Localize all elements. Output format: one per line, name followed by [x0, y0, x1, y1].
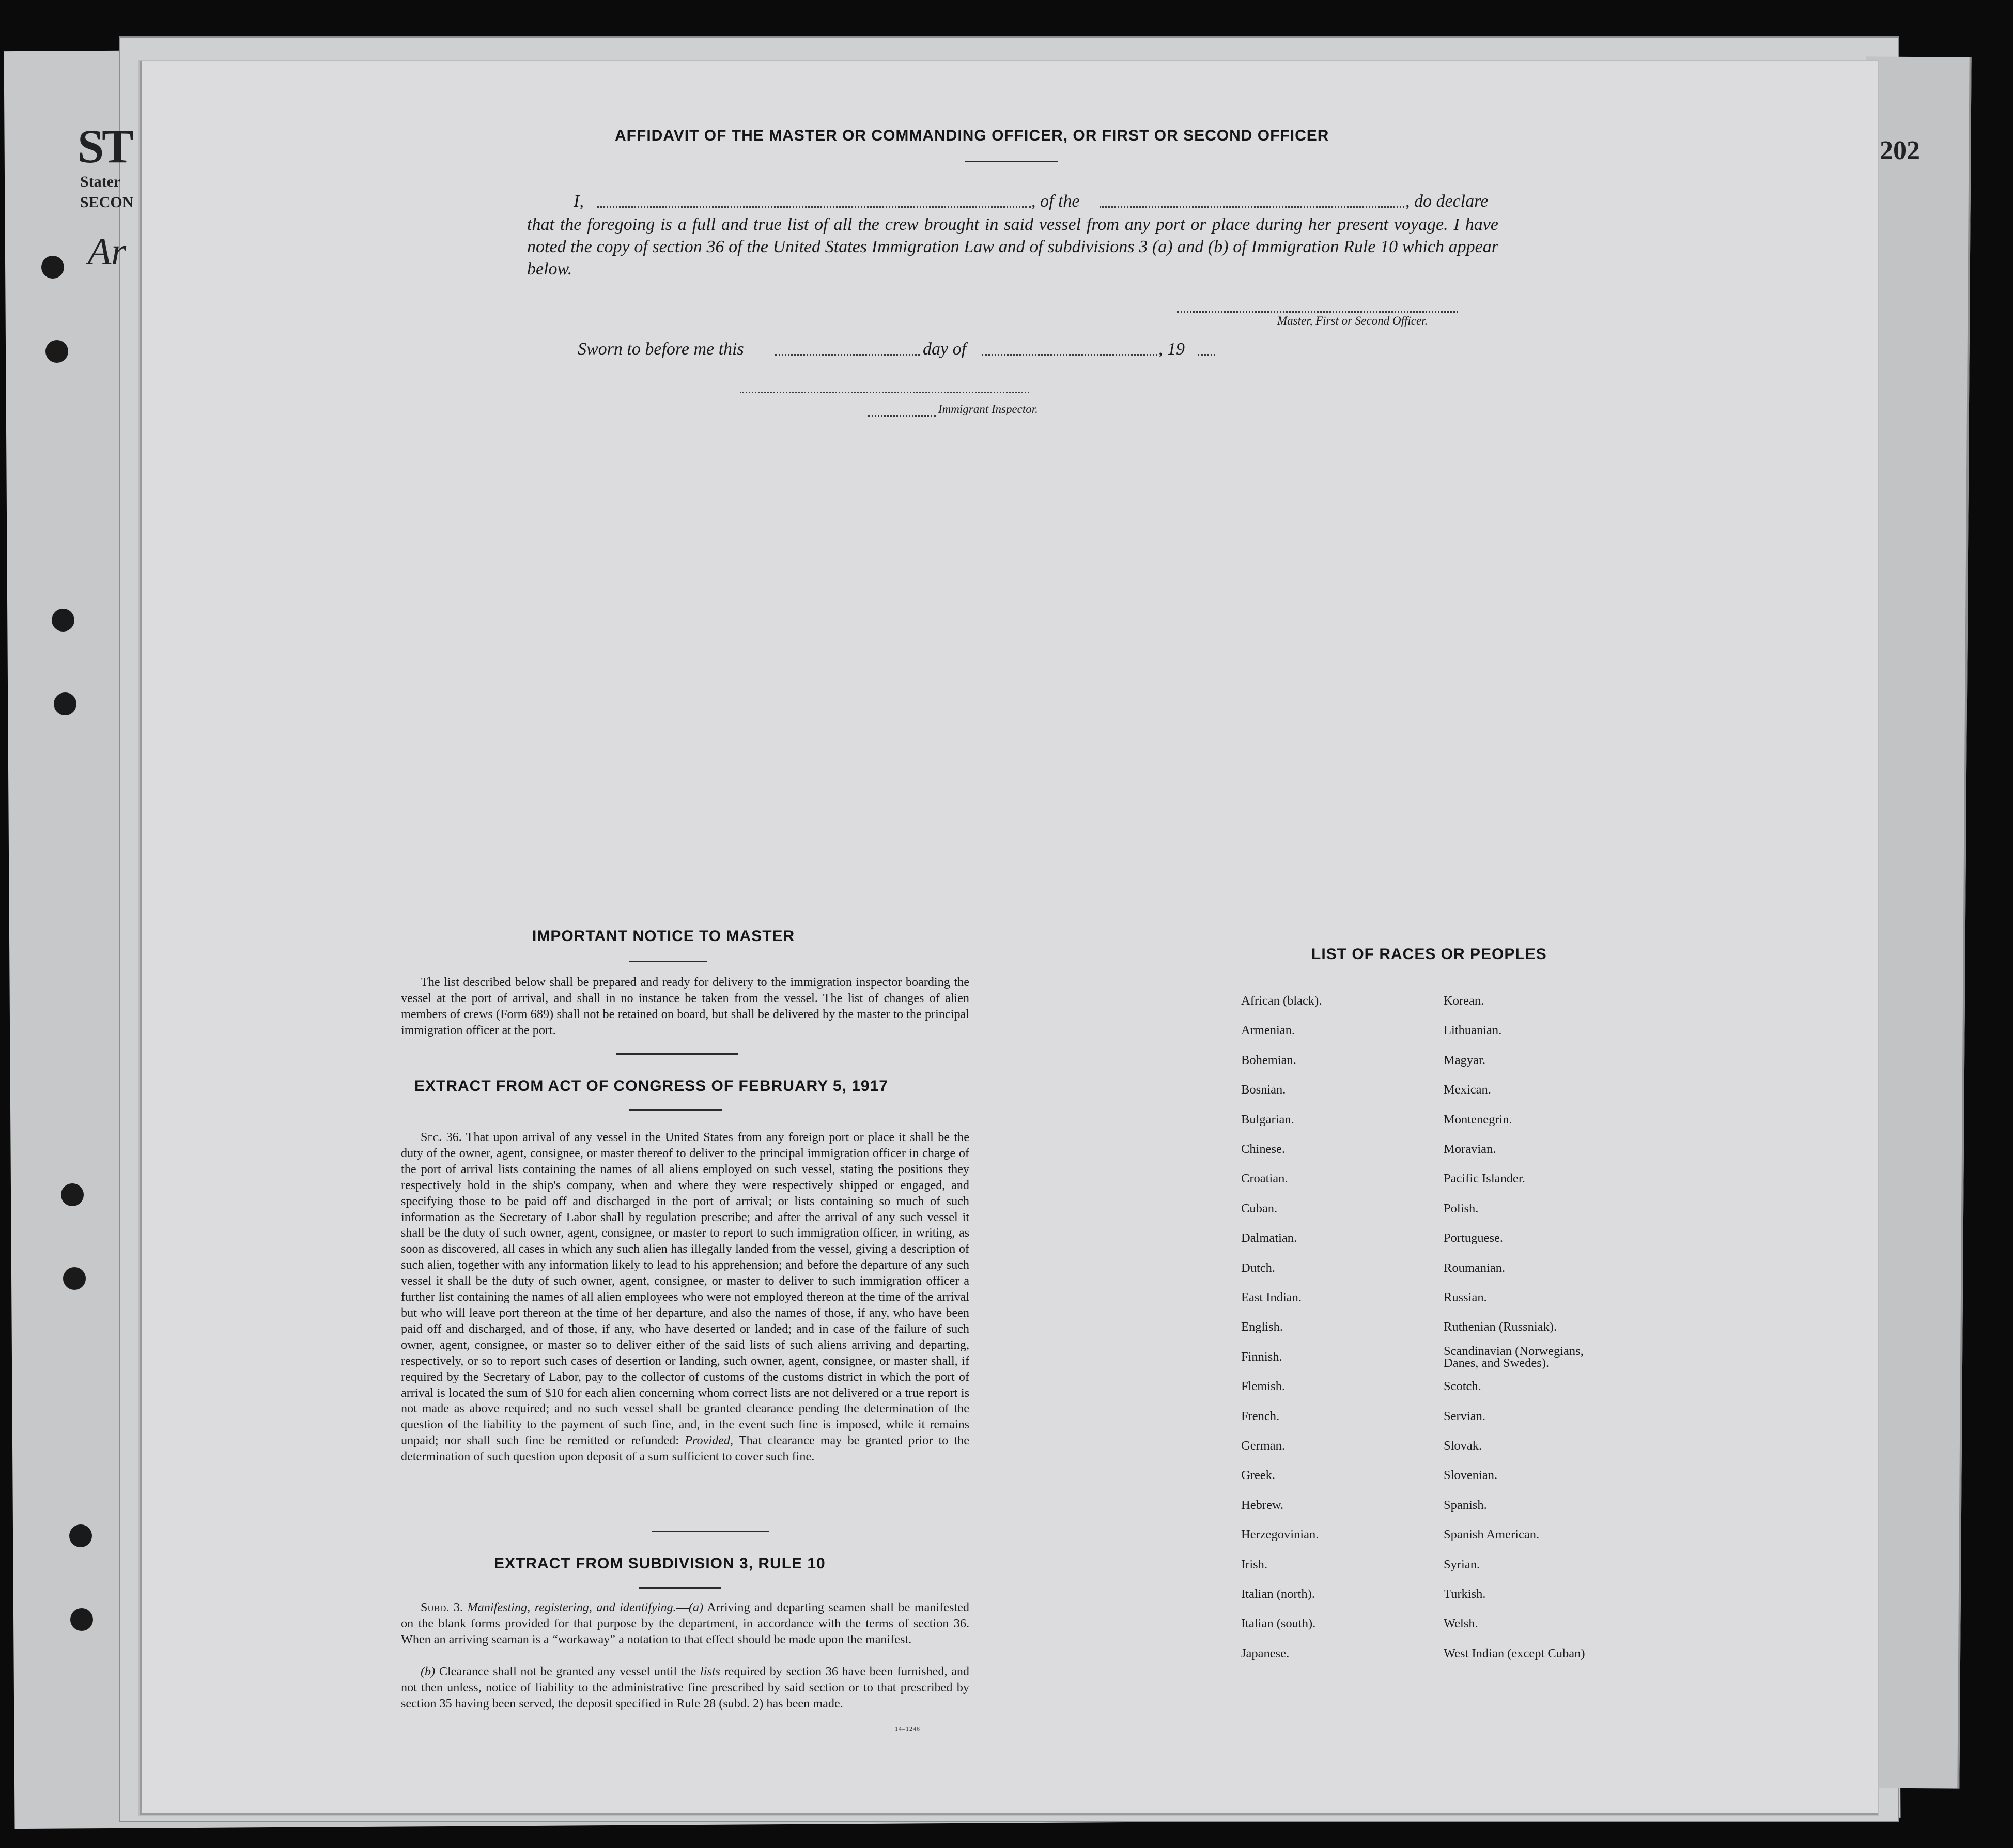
clause-b-text-2: required by section 36 have been furnished, and not then unless, notice of liability to the administrative fine prescribed by said section or to that prescribed by section 35 having been served, the deposit specified in Rule 28 (subd. 2) has been made. — [401, 1665, 970, 1711]
race-item: East Indian. — [1241, 1290, 1302, 1304]
race-item: German. — [1241, 1439, 1286, 1453]
inspector-label: Immigrant Inspector. — [938, 403, 1038, 415]
race-item: Spanish. — [1444, 1498, 1487, 1512]
clause-b-label: (b) — [421, 1665, 436, 1678]
vessel-blank[interactable] — [1100, 206, 1404, 208]
race-item: Roumanian. — [1444, 1260, 1506, 1275]
extract-act-text — [401, 1130, 969, 1465]
document-page — [140, 61, 1878, 1815]
notice-rule — [629, 961, 707, 962]
extract-rule-b — [401, 1664, 969, 1712]
race-item: Ruthenian (Russniak). — [1444, 1320, 1557, 1334]
binder-hole — [61, 1183, 84, 1206]
clause-a-text: Arriving and departing seamen shall be manifested on the blank forms provided for that purpose by the department, in accordance with the terms of section 36. When an arriving seaman is a “workaway” a notation to that effect should be made upon the manifest. — [401, 1600, 969, 1646]
race-item: Scotch. — [1444, 1379, 1481, 1394]
race-item: Pacific Islander. — [1444, 1172, 1525, 1186]
page-number: 202 — [1880, 136, 1920, 165]
race-item: Welsh. — [1444, 1616, 1478, 1631]
race-item: Greek. — [1241, 1468, 1275, 1483]
binder-hole — [70, 1608, 93, 1631]
sworn-year-blank[interactable] — [1198, 354, 1215, 356]
binder-hole — [45, 340, 68, 363]
sworn-text: Sworn to before me this — [578, 340, 744, 359]
race-item: Finnish. — [1241, 1349, 1282, 1364]
sworn-month-blank[interactable] — [982, 354, 1157, 356]
binder-hole — [52, 609, 74, 632]
extract-act-rule — [629, 1109, 722, 1111]
race-item: Syrian. — [1444, 1557, 1480, 1572]
proviso-word: Provided, — [685, 1434, 734, 1448]
race-item: Servian. — [1444, 1409, 1485, 1423]
lists-word: lists — [700, 1665, 720, 1678]
notice-text: The list described below shall be prepared and ready for delivery to the immigration inspector boarding the vessel at the port of arrival, and shall in no instance be taken from the vessel. The list of changes of alien members of crews (Form 689) shall not be retained on board, but shall be delivered by the master to the principal immigration officer at the port. — [401, 975, 969, 1037]
extract-rule-rule — [639, 1587, 721, 1589]
inspector-lead-dots — [868, 415, 936, 417]
affidavit-do-declare: , do declare — [1405, 192, 1489, 211]
race-item: Irish. — [1241, 1557, 1268, 1572]
officer-label: Master, First or Second Officer. — [1277, 314, 1428, 327]
inspector-signature-blank[interactable] — [740, 392, 1029, 393]
race-item: French. — [1241, 1409, 1280, 1423]
race-item: Magyar. — [1444, 1053, 1485, 1067]
clause-a-label: (a) — [688, 1600, 704, 1614]
form-code: 14–1246 — [895, 1725, 920, 1732]
name-blank[interactable] — [597, 206, 1031, 208]
race-item: English. — [1241, 1320, 1283, 1334]
extract-rule-title: EXTRACT FROM SUBDIVISION 3, RULE 10 — [494, 1555, 826, 1572]
race-item: Italian (north). — [1241, 1587, 1315, 1601]
race-item: Japanese. — [1241, 1646, 1290, 1660]
race-item: Bohemian. — [1241, 1053, 1296, 1067]
extract-act-title: EXTRACT FROM ACT OF CONGRESS OF FEBRUARY 5, 1917 — [414, 1077, 888, 1095]
section-rule — [652, 1531, 769, 1532]
race-item: Chinese. — [1241, 1142, 1286, 1156]
race-item: Bosnian. — [1241, 1083, 1286, 1097]
binder-hole — [41, 256, 64, 279]
sworn-year: , 19 — [1158, 340, 1185, 359]
officer-signature-blank[interactable] — [1177, 311, 1458, 313]
affidavit-title: AFFIDAVIT OF THE MASTER OR COMMANDING OFFICER, OR FIRST OR SECOND OFFICER — [615, 127, 1329, 144]
subdivision-heading: Manifesting, registering, and identifying. — [467, 1600, 676, 1614]
race-item: Herzegovinian. — [1241, 1528, 1319, 1542]
notice-title: IMPORTANT NOTICE TO MASTER — [532, 928, 795, 945]
section-label: Sec. 36. — [421, 1130, 462, 1144]
race-item: Turkish. — [1444, 1587, 1486, 1601]
affidavit-i: I, — [574, 192, 584, 211]
affidavit-of-the: , of the — [1031, 192, 1080, 211]
race-item: West Indian (except Cuban) — [1444, 1646, 1585, 1660]
section-36-text-end: That clearance may be granted prior to the determination of such question upon deposit of a sum sufficient to cover such fine. — [401, 1434, 969, 1464]
race-item: Croatian. — [1241, 1172, 1288, 1186]
race-item: Cuban. — [1241, 1201, 1278, 1215]
extract-rule-a: Subd. 3. Manifesting, registering, and identifying.—(a) Arriving and departing seamen shall be manifested on the blank forms provided for that purpose by the department, in accordance with the terms of section 36. When an arriving seaman is a “workaway” a notation to that effect should be made upon the manifest. — [401, 1600, 969, 1646]
race-item: Spanish American. — [1444, 1528, 1540, 1542]
race-item: Armenian. — [1241, 1023, 1295, 1038]
sworn-day-blank[interactable] — [775, 354, 920, 356]
race-item: Mexican. — [1444, 1083, 1491, 1097]
race-item: Polish. — [1444, 1201, 1479, 1215]
binder-hole — [69, 1524, 92, 1547]
race-item: Slovenian. — [1444, 1468, 1498, 1483]
race-item: Dutch. — [1241, 1260, 1275, 1275]
race-item: Hebrew. — [1241, 1498, 1284, 1512]
binder-fragment-line2: SECON — [80, 194, 134, 211]
race-item: Portuguese. — [1444, 1231, 1503, 1245]
clause-b-text-1: Clearance shall not be granted any vessel until the — [439, 1665, 696, 1678]
race-item: Montenegrin. — [1444, 1112, 1512, 1127]
binder-fragment-stamp: ST — [78, 120, 132, 173]
race-item: Italian (south). — [1241, 1616, 1316, 1631]
race-item: African (black). — [1241, 994, 1322, 1008]
binder-fragment-script: Ar — [88, 230, 126, 273]
races-title: LIST OF RACES OR PEOPLES — [1311, 946, 1547, 963]
race-item: Korean. — [1444, 994, 1484, 1008]
binder-hole — [54, 692, 76, 715]
section-36-text: That upon arrival of any vessel in the United States from any foreign port or place it shall be the duty of the owner, agent, consignee, or master thereof to deliver to the principal immigration officer in charge of the port of arrival lists containing the names of all aliens employed on such vessel, stating the positions they respectively hold in the ship's company, when and where they were respectively shipped or engaged, and specifying those to be paid off and discharged in the port of arrival; or lists containing so much of such information as the Secretary of Labor shall by regulation prescribe; and after the arrival of any such vessel it shall be the duty of such owner, agent, consignee, or master to report to such immigration officer, in writing, as soon as discovered, all cases in which any such alien has illegally landed from the vessel, giving a description of such alien, together with any information likely to lead to his apprehension; and before the departure of any such vessel it shall be the duty of such owner, agent, consignee, or master to deliver to such immigration officer a further list containing the names of all alien employees who were not employed thereon at the time of the arrival but who will leave port thereon at the time of her departure, and also the names of those, if any, who have been paid off and discharged, and of those, if any, who have deserted or landed; and in case of the failure of such owner, agent, consignee, or master so to deliver either of the said lists of such aliens arriving and departing, respectively, or so to report such cases of desertion or landing, such owner, agent, consignee, or master shall, if required by the Secretary of Labor, pay to the collector of customs of the customs district in which the port of arrival is located the sum of $10 for each alien concerning whom correct lists are not delivered or a true report is not made as above required; and no such vessel shall be granted clearance pending the determination of the question of the liability to the payment of such fine, and, in the event such fine is imposed, while it remains unpaid; nor shall such fine be remitted or refunded: — [401, 1130, 969, 1448]
affidavit-body: that the foregoing is a full and true list of all the crew brought in said vessel from any port or place during her present voyage. I have noted the copy of section 36 of the United States Immigration Law and of subdivisions 3 (a) and (b) of Immigration Rule 10 which appear below. — [527, 215, 1498, 279]
race-item: Lithuanian. — [1444, 1023, 1502, 1038]
race-item: Dalmatian. — [1241, 1231, 1297, 1245]
sworn-day-of: day of — [923, 340, 967, 359]
race-item: Moravian. — [1444, 1142, 1496, 1156]
section-rule — [616, 1053, 738, 1055]
binder-hole — [63, 1267, 86, 1290]
race-item: Slovak. — [1444, 1439, 1482, 1453]
race-item: Bulgarian. — [1241, 1112, 1294, 1127]
subdivision-label: Subd. 3. — [421, 1600, 463, 1614]
race-item: Russian. — [1444, 1290, 1487, 1304]
title-rule — [965, 161, 1058, 162]
race-item: Scandinavian (Norwegians, Danes, and Swedes). — [1444, 1344, 1584, 1370]
binder-fragment-line1: Stater — [80, 173, 121, 190]
race-item: Flemish. — [1241, 1379, 1286, 1394]
